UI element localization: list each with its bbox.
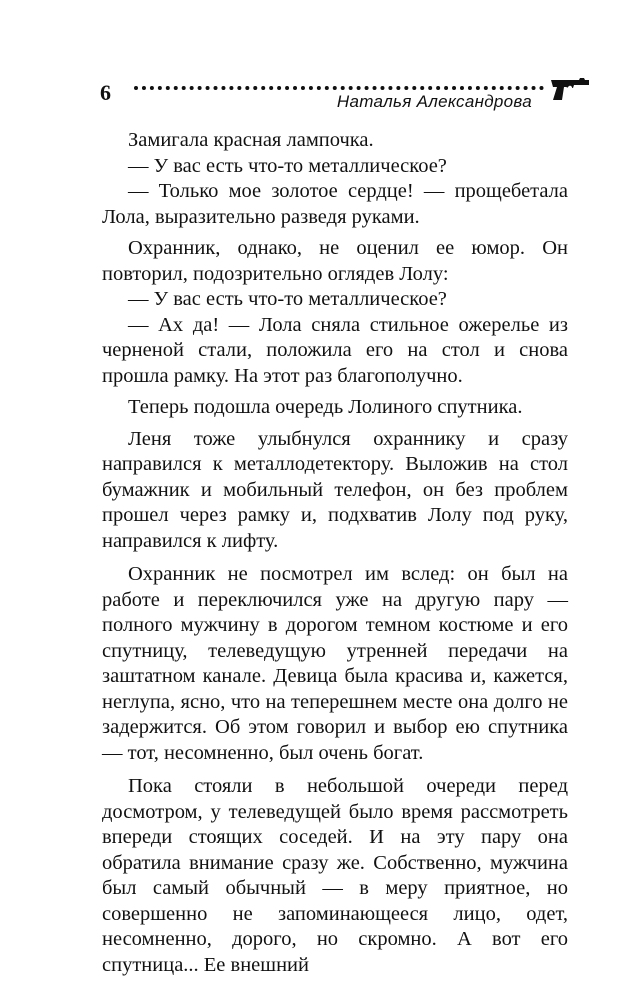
paragraph: Леня тоже улыбнулся охраннику и сразу направился к металлодетектору. Выложив на стол бумажник и мобильный телефон, он без проблем прошел через рамку и, подхватив Лолу под руку, направился к лифту. [102,427,568,552]
paragraph: Замигала красная лампочка. [128,129,374,151]
paragraph: — У вас есть что-то металлическое? [128,154,447,177]
paragraph: Теперь подошла очередь Лолиного спутника. [128,396,523,418]
running-head-author: Наталья Александрова [336,92,532,111]
paragraph: — У вас есть что-то металлическое? [128,288,447,310]
paragraph: — Ах да! — Лола сняла стильное ожерелье из черненой стали, положила его на стол и снова прошла рамку. На этот раз благополучно. [102,313,568,387]
page-number: 6 [100,80,111,105]
paragraph: — Только мое золотое сердце! — прощебетала Лола, выразительно разведя руками. [102,180,568,228]
paragraph: Охранник, однако, не оценил ее юмор. Он повторил, подозрительно оглядев Лолу: [102,237,568,285]
dotted-rule [134,72,544,90]
paragraph: Пока стояли в небольшой очереди перед досмотром, у телеведущей было время рассмотреть впереди стоящих соседей. И на эту пару она обратила внимание сразу же. Собственно, мужчина был самый обычный — в меру приятное, но совершенно не запоминающееся лицо, одет, несомненно, дорого, но скромно. А вот его спутница... Ее внешний [102,775,568,976]
revolver-icon [549,76,591,102]
body-text [102,128,568,978]
paragraph: Охранник не посмотрел им вслед: он был на работе и переключился уже на другую пару — полного мужчину в дорогом темном костюме и его спутницу, телеведущую утренней передачи на заштатном канале. Девица была красива и, кажется, неглупа, ясно, что на теперешнем месте она долго не задержится. Об этом говорил и выбор ею спутника — тот, несомненно, был очень богат. [102,563,568,764]
